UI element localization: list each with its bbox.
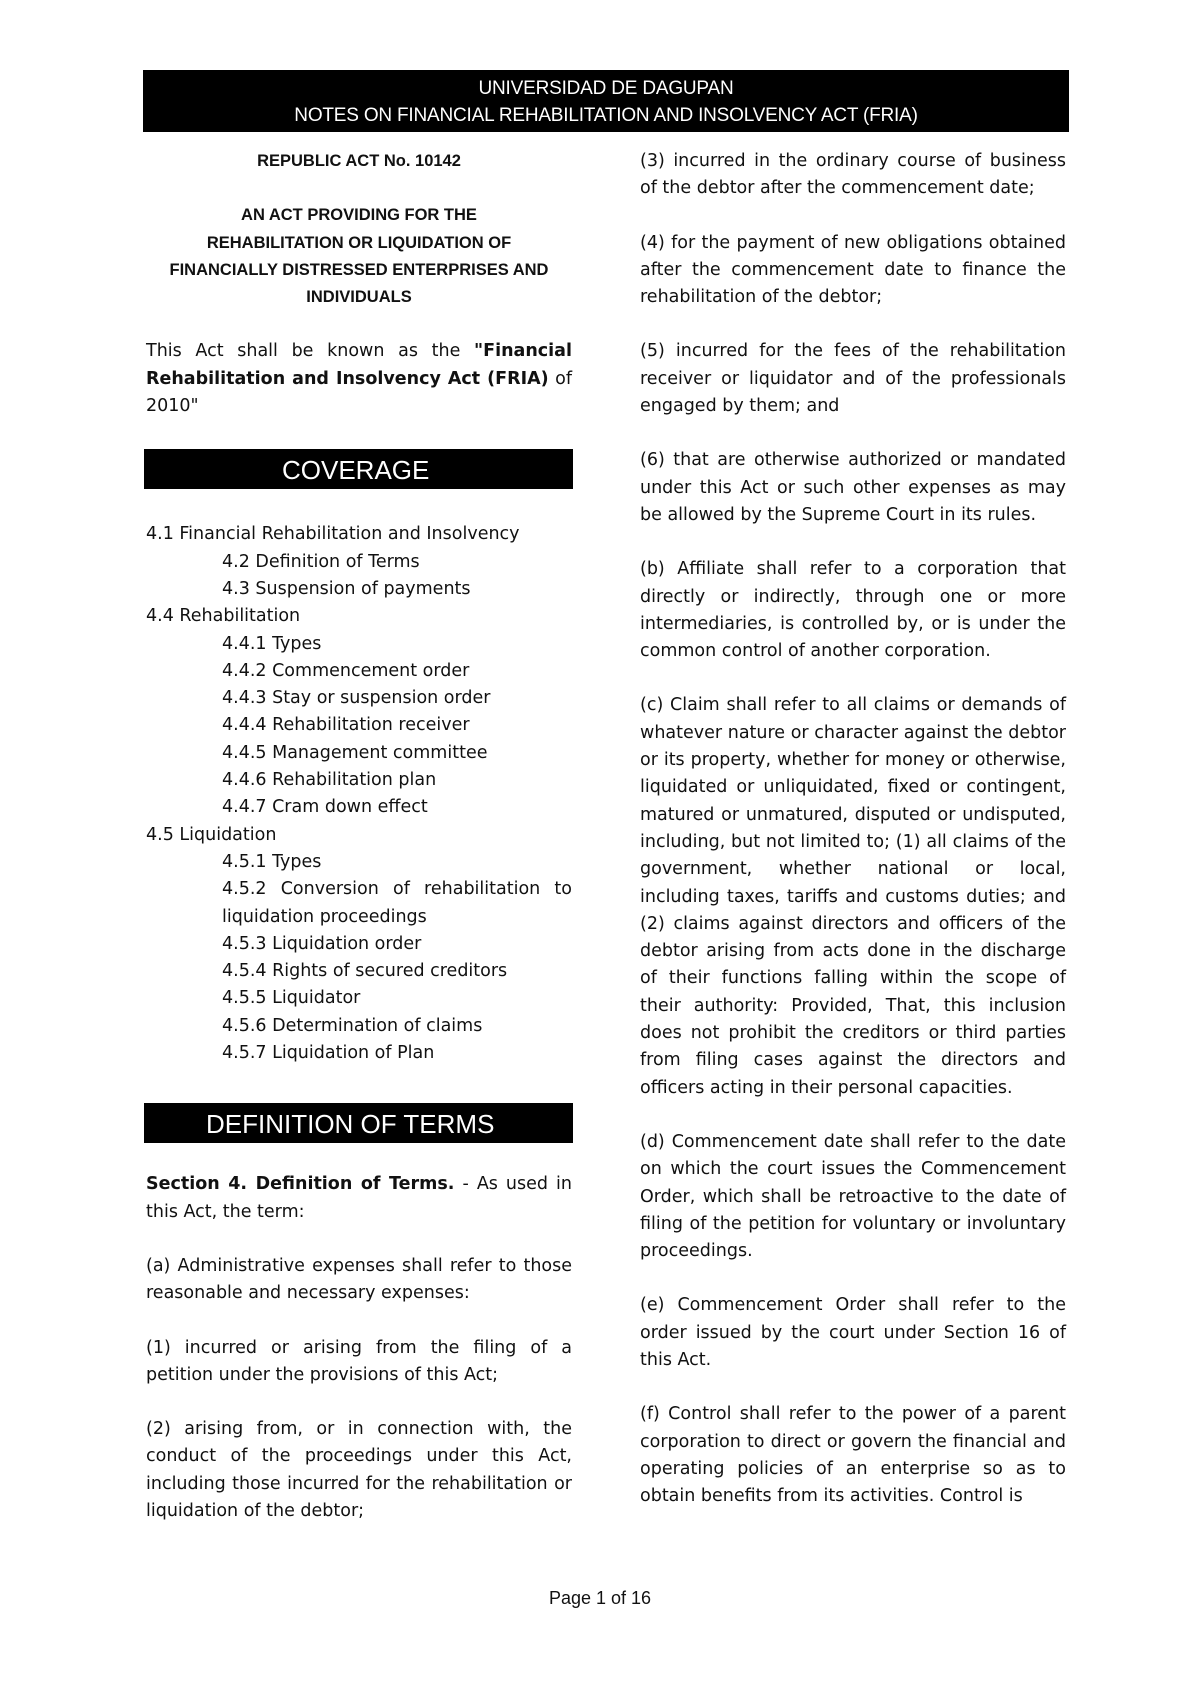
definition-e: (e) Commencement Order shall refer to the order issued by the court under Section 16 of this Act.	[640, 1295, 1066, 1370]
page-number: Page 1 of 16	[548, 1588, 652, 1608]
toc-item: 4.4.1 Types	[222, 633, 322, 654]
left-column	[146, 148, 572, 1525]
definition-f: (f) Control shall refer to the power of a parent corporation to direct or govern the financial and operating policies of an enterprise so as to obtain benefits from its activities. Control is	[640, 1404, 1066, 1507]
toc-item: 4.5.6 Determination of claims	[222, 1015, 483, 1036]
toc-item: 4.4.7 Cram down effect	[222, 797, 428, 818]
act-title	[146, 202, 572, 311]
act-title-line: REHABILITATION OR LIQUIDATION OF	[206, 233, 512, 252]
toc-item: 4.3 Suspension of payments	[222, 578, 471, 599]
admin-expense-6: (6) that are otherwise authorized or mandated under this Act or such other expenses as may be allowed by the Supreme Court in its rules.	[640, 450, 1066, 525]
toc-item: 4.4.2 Commencement order	[222, 660, 470, 681]
toc-item: 4.5.1 Types	[222, 851, 322, 872]
admin-expense-2: (2) arising from, or in connection with, the conduct of the proceedings under this Act, including those incurred for the rehabilitation or liquidation of the debtor;	[146, 1419, 572, 1521]
toc-item: 4.5 Liquidation	[146, 824, 277, 845]
toc-item: 4.5.2 Conversion of rehabilitation to liquidation proceedings	[222, 879, 572, 927]
toc-item: 4.4.6 Rehabilitation plan	[222, 770, 437, 791]
coverage-heading: COVERAGE	[144, 449, 573, 489]
admin-expense-3: (3) incurred in the ordinary course of business of the debtor after the commencement date;	[640, 151, 1066, 199]
definition-d: (d) Commencement date shall refer to the date on which the court issues the Commencement Order, which shall be retroactive to the date of filing of the petition for voluntary or involuntary proceedings.	[640, 1131, 1066, 1262]
toc-item: 4.2 Definition of Terms	[222, 551, 420, 572]
toc-item: 4.5.7 Liquidation of Plan	[222, 1043, 435, 1064]
act-title-line: FINANCIALLY DISTRESSED ENTERPRISES AND	[169, 260, 549, 279]
toc-item: 4.4.5 Management committee	[222, 742, 488, 763]
definition-c: (c) Claim shall refer to all claims or demands of whatever nature or character against the debtor or its property, whether for money or otherwise, liquidated or unliquidated, fixed or contingent, matured or unmatured, disputed or undisputed, including, but not limited to; (1) all claims of the government, whether national or local, including taxes, tariffs and customs duties; and (2) claims against directors and officers of the debtor arising from acts done in the discharge of their functions falling within the scope of their authority: Provided, That, this inclusion does not prohibit the creditors or third parties from filing cases against the directors and officers acting in their personal capacities.	[640, 695, 1066, 1098]
toc-item: 4.4.4 Rehabilitation receiver	[222, 715, 470, 736]
toc-item: 4.5.5 Liquidator	[222, 988, 361, 1009]
toc-item: 4.5.3 Liquidation order	[222, 933, 422, 954]
act-title-line: AN ACT PROVIDING FOR THE	[241, 206, 477, 225]
toc-item: 4.5.4 Rights of secured creditors	[222, 961, 508, 982]
section-4-intro: Section 4. Definition of Terms. - As used in this Act, the term:	[146, 1174, 572, 1222]
document-header	[143, 70, 1069, 132]
ra-number: REPUBLIC ACT No. 10142	[257, 152, 461, 170]
header-university: UNIVERSIDAD DE DAGUPAN	[478, 78, 734, 99]
definition-a: (a) Administrative expenses shall refer to those reasonable and necessary expenses:	[146, 1255, 572, 1304]
coverage-toc	[146, 521, 572, 1067]
right-column	[640, 148, 1066, 1510]
definition-heading: DEFINITION OF TERMS	[144, 1103, 573, 1143]
toc-item: 4.4 Rehabilitation	[146, 606, 301, 627]
admin-expense-5: (5) incurred for the fees of the rehabilitation receiver or liquidator and of the professionals engaged by them; and	[640, 341, 1066, 417]
admin-expense-1: (1) incurred or arising from the filing of a petition under the provisions of this Act;	[146, 1337, 572, 1385]
definition-b: (b) Affiliate shall refer to a corporation that directly or indirectly, through one or more intermediaries, is controlled by, or is under the common control of another corporation.	[640, 559, 1066, 662]
toc-item: 4.1 Financial Rehabilitation and Insolvency	[146, 524, 520, 545]
admin-expense-4: (4) for the payment of new obligations obtained after the commencement date to finance the rehabilitation of the debtor;	[640, 232, 1066, 308]
toc-item: 4.4.3 Stay or suspension order	[222, 688, 491, 709]
act-title-line: INDIVIDUALS	[306, 288, 412, 307]
header-title: NOTES ON FINANCIAL REHABILITATION AND INSOLVENCY ACT (FRIA)	[294, 105, 918, 126]
act-short-title: This Act shall be known as the "Financial Rehabilitation and Insolvency Act (FRIA) of 2010"	[146, 341, 572, 417]
